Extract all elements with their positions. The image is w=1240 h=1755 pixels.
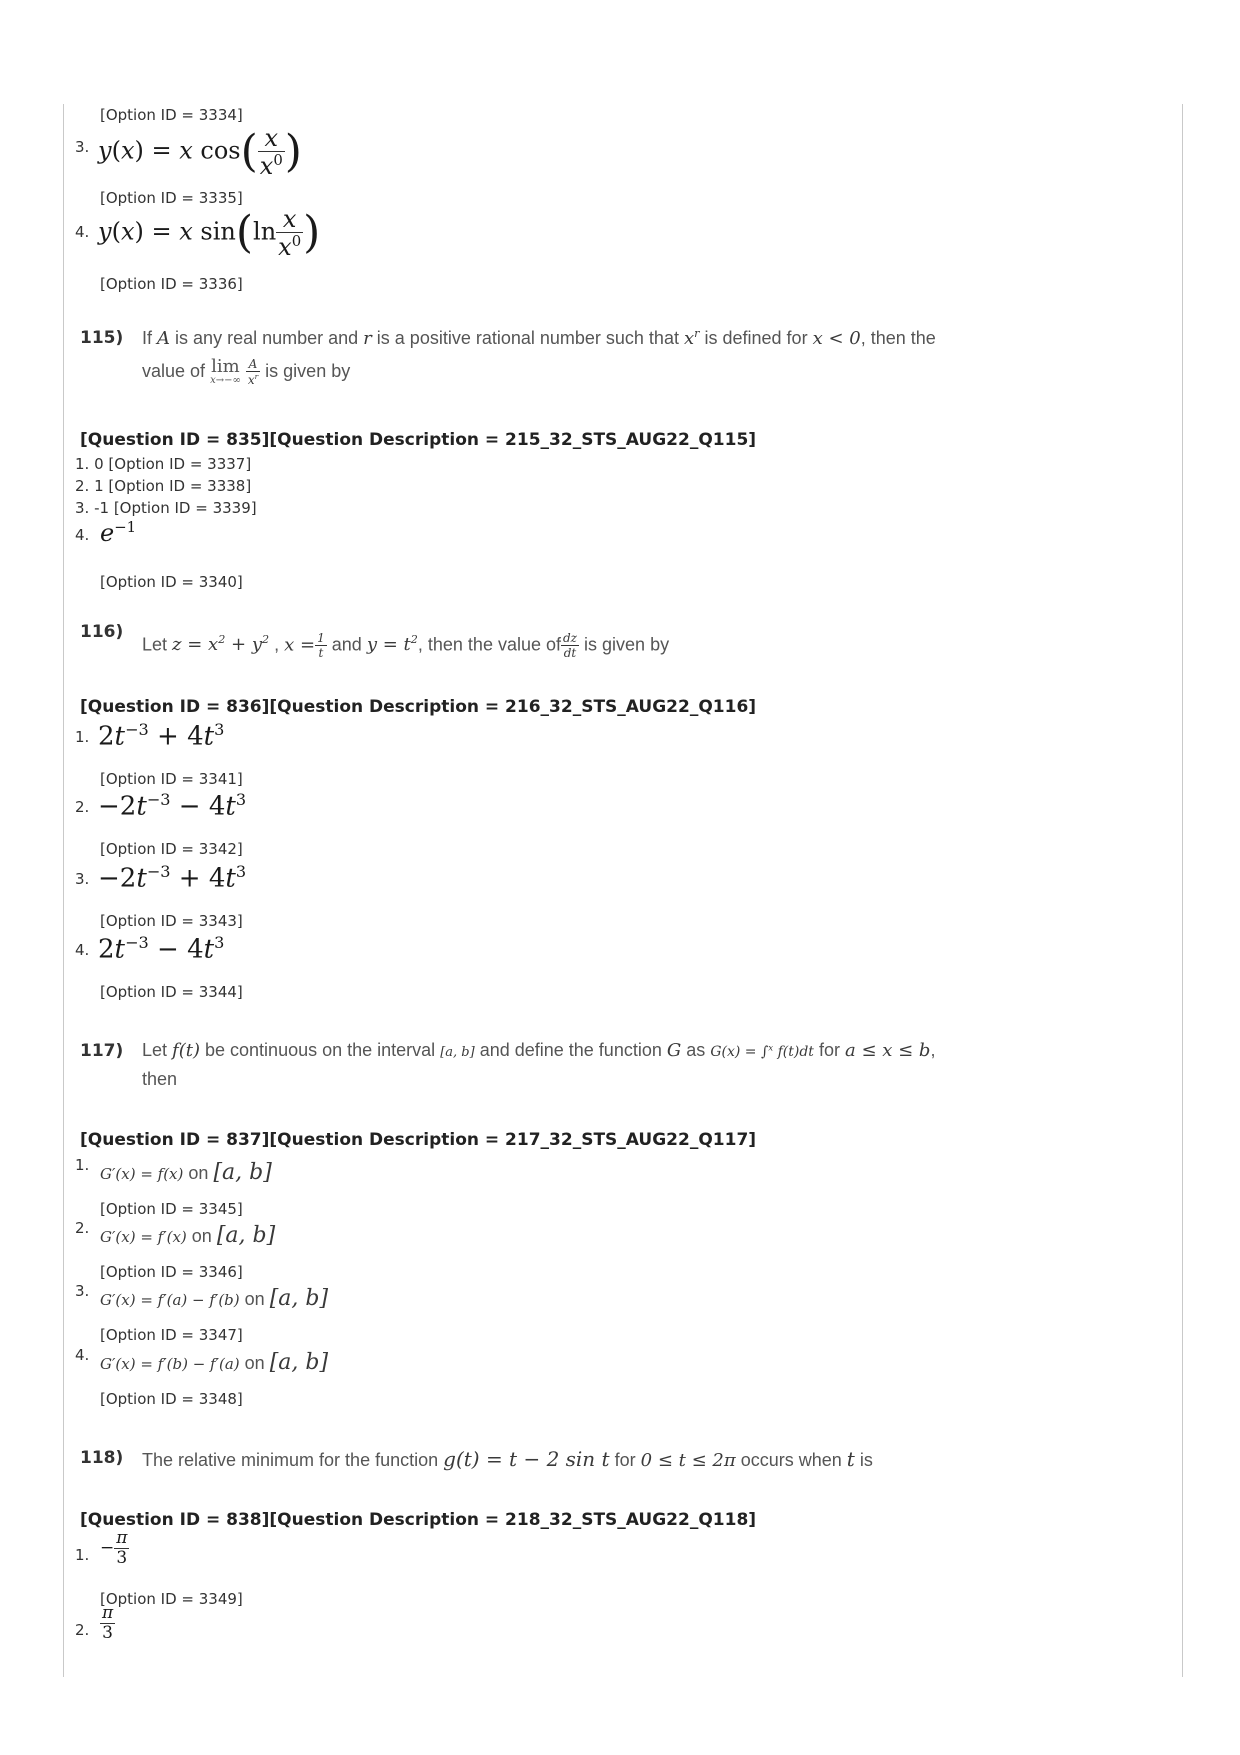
option-formula: $2t^{-3} - 4t^3$ [98, 933, 225, 965]
option-number: 3. [75, 138, 90, 156]
option-formula: $e^{-1}$ [100, 518, 137, 547]
question-text: then [142, 1069, 178, 1089]
page-border-right [1182, 104, 1183, 1677]
option-row: 1. 0 [Option ID = 3337] [75, 455, 252, 473]
question-header: [Question ID = 835][Question Description = 215_32_STS_AUG22_Q115] [80, 430, 757, 450]
question-header: [Question ID = 837][Question Description = 217_32_STS_AUG22_Q117] [80, 1130, 757, 1150]
option-id: [Option ID = 3342] [100, 840, 243, 858]
question-text: value of lim x→−∞ $\frac{A}{x^r}$ is given by [142, 356, 351, 387]
question-text: Let f(t) be continuous on the interval [a, b] and define the function G as G(x) = ∫$^x$ f(t)dt for a ≤ x ≤ b, [142, 1040, 936, 1061]
option-formula: $2t^{-3} + 4t^3$ [98, 720, 225, 752]
option-id: [Option ID = 3341] [100, 770, 243, 788]
question-number: 117) [80, 1041, 124, 1061]
option-number: 3. [75, 1282, 90, 1300]
option-list [75, 453, 257, 519]
question-number: 118) [80, 1448, 124, 1468]
option-id: [Option ID = 3344] [100, 983, 243, 1001]
option-id: [Option ID = 3335] [100, 189, 243, 207]
option-number: 1. [75, 728, 90, 746]
option-formula: G′(x) = f′(x) on [a, b] [100, 1223, 276, 1248]
option-formula: G′(x) = f(x) on [a, b] [100, 1160, 272, 1185]
option-id: [Option ID = 3348] [100, 1390, 243, 1408]
question-text: The relative minimum for the function g(t) = t − 2 sin t for 0 ≤ t ≤ 2π occurs when t is [142, 1447, 873, 1471]
question-number: 115) [80, 328, 124, 348]
option-number: 1. [75, 1546, 90, 1564]
option-id: [Option ID = 3336] [100, 275, 243, 293]
option-row: 2. 1 [Option ID = 3338] [75, 477, 252, 495]
question-number: 116) [80, 622, 124, 642]
page-border-left [63, 104, 64, 1677]
option-id: [Option ID = 3343] [100, 912, 243, 930]
option-number: 4. [75, 223, 90, 241]
option-id: [Option ID = 3340] [100, 573, 243, 591]
option-formula: y(x) = x sin(ln $\frac{x}{x^0}$ ) [98, 205, 321, 261]
option-number: 1. [75, 1156, 90, 1174]
option-number: 2. [75, 1219, 90, 1237]
option-formula: $-2t^{-3} - 4t^3$ [98, 790, 247, 822]
question-header: [Question ID = 836][Question Description = 216_32_STS_AUG22_Q116] [80, 697, 757, 717]
option-number: 4. [75, 941, 90, 959]
option-number: 3. [75, 870, 90, 888]
option-number: 4. [75, 526, 90, 544]
option-formula: − $\frac{\pi}{3}$ [100, 1528, 128, 1568]
question-text: If A is any real number and r is a positive rational number such that $x^r$ is defined for x < 0, then the [142, 327, 936, 349]
option-id: [Option ID = 3346] [100, 1263, 243, 1281]
option-formula: $-2t^{-3} + 4t^3$ [98, 862, 247, 894]
option-row: 3. -1 [Option ID = 3339] [75, 499, 257, 517]
option-number: 2. [75, 798, 90, 816]
option-number: 4. [75, 1346, 90, 1364]
option-id: [Option ID = 3349] [100, 1590, 243, 1608]
question-header: [Question ID = 838][Question Description = 218_32_STS_AUG22_Q118] [80, 1510, 757, 1530]
option-formula: y(x) = x cos( $\frac{x}{x^0}$ ) [98, 124, 302, 180]
question-text: Let $z = x^2 + y^2$ , x = $\frac{1}{t}$ and $y = t^2$, then the value of $\frac{dz}{dt}$ is given by [142, 631, 670, 660]
option-id: [Option ID = 3345] [100, 1200, 243, 1218]
option-number: 2. [75, 1621, 90, 1639]
option-formula: G′(x) = f′(b) − f′(a) on [a, b] [100, 1350, 329, 1375]
option-formula: G′(x) = f′(a) − f′(b) on [a, b] [100, 1286, 329, 1311]
option-id: [Option ID = 3347] [100, 1326, 243, 1344]
option-id: [Option ID = 3334] [100, 106, 243, 124]
option-formula: $\frac{\pi}{3}$ [102, 1603, 114, 1643]
